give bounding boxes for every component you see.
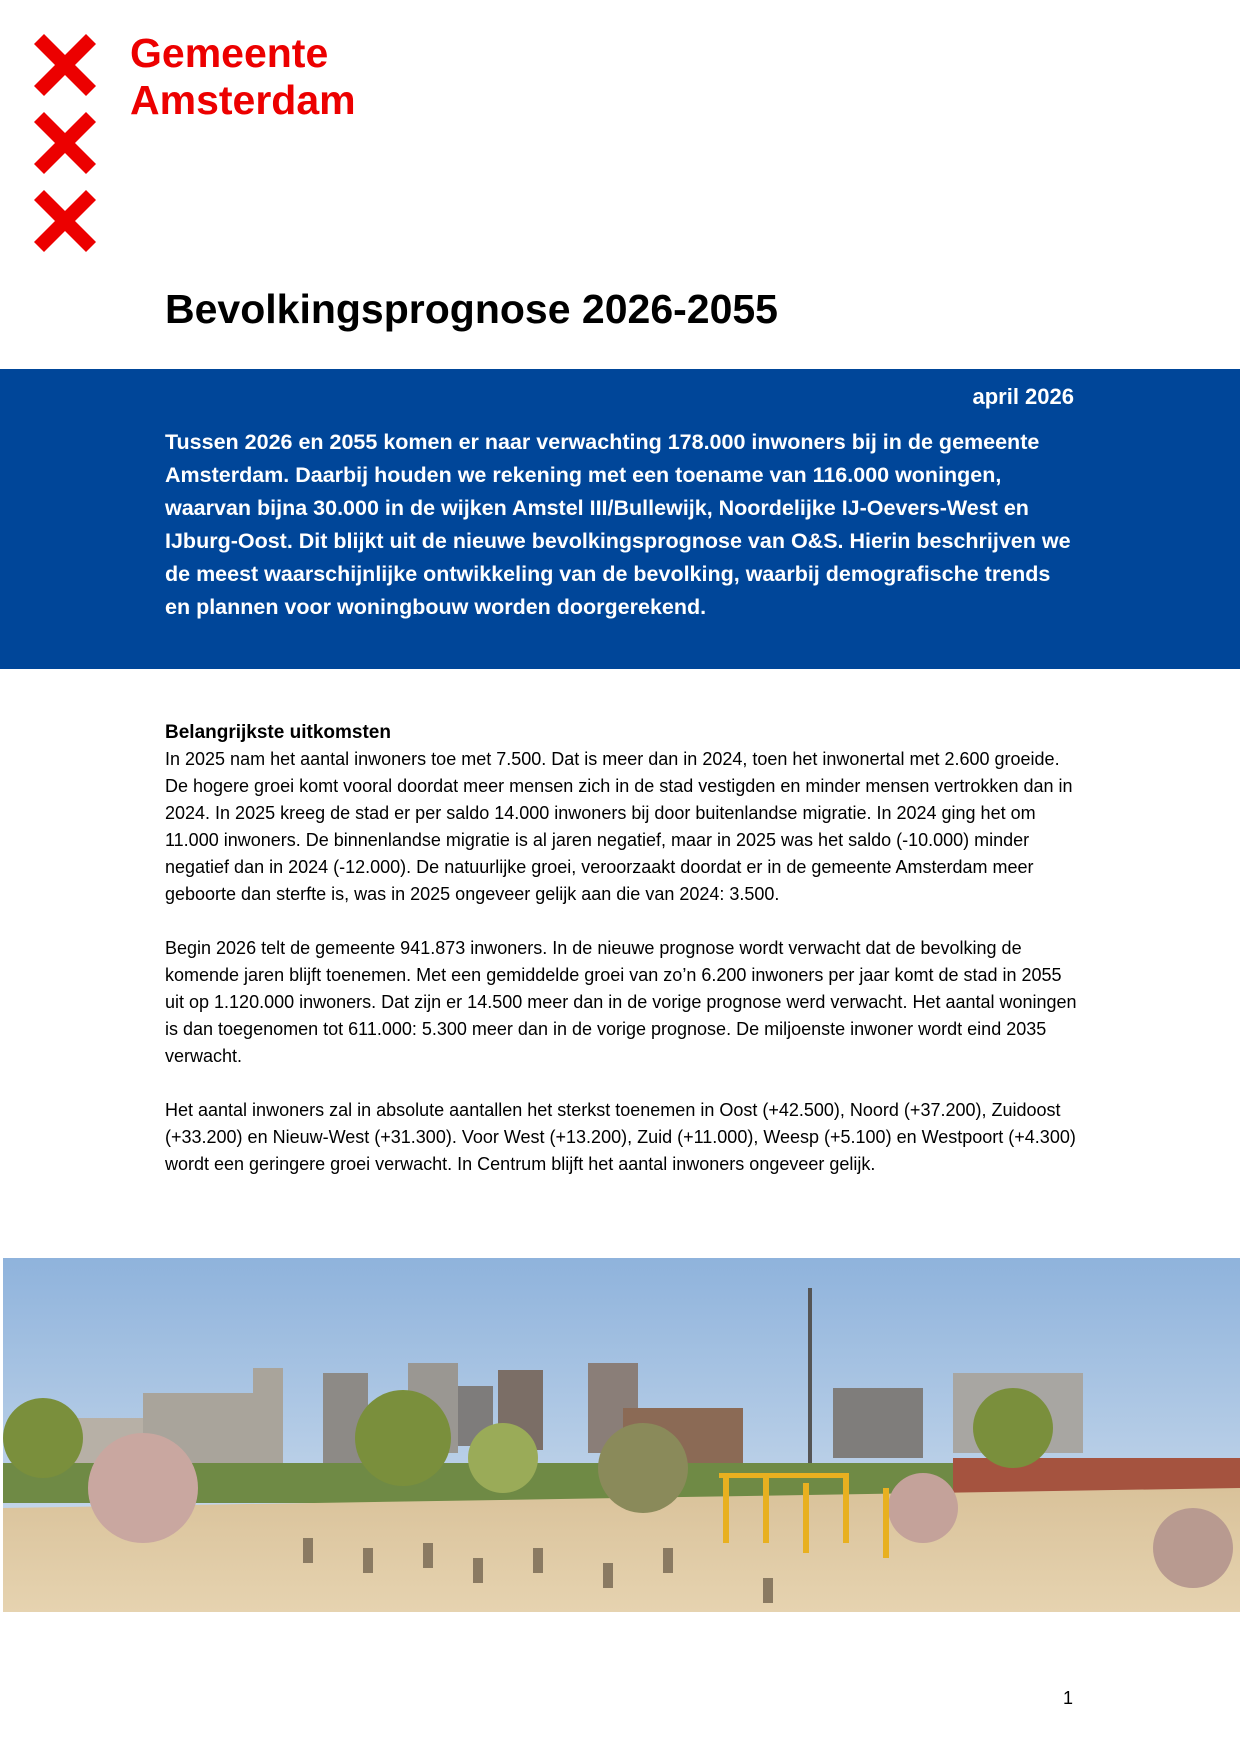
cross-icon [34, 112, 96, 174]
publication-date: april 2026 [972, 384, 1074, 409]
paragraph: In 2025 nam het aantal inwoners toe met 7.500. Dat is meer dan in 2024, toen het inwonertal met 2.600 groeide. De hogere groei komt vooral doordat meer mensen zich in de stad vestigden en minder mensen vertrokken dan in 2024. In 2025 kreeg de stad er per saldo 14.000 inwoners bij door buitenlandse migratie. In 2024 ging het om 11.000 inwoners. De binnenlandse migratie is al jaren negatief, maar in 2025 was het saldo (-10.000) minder negatief dan in 2024 (-12.000). De natuurlijke groei, veroorzaakt doordat er in de gemeente Amsterdam meer geboorte dan sterfte is, was in 2025 ongeveer gelijk aan die van 2024: 3.500. [165, 749, 1073, 904]
cross-icon [34, 34, 96, 96]
intro-band [0, 369, 1240, 669]
cross-icon [34, 190, 96, 252]
page-number: 1 [1063, 1688, 1074, 1708]
park-photo [3, 1258, 1240, 1612]
page-title: Bevolkingsprognose 2026-2055 [165, 286, 778, 332]
logo-line-1: Gemeente [130, 30, 329, 76]
logo-wordmark [130, 30, 356, 124]
section-heading: Belangrijkste uitkomsten [165, 722, 391, 743]
main-content [165, 719, 1085, 1205]
paragraph: Het aantal inwoners zal in absolute aantallen het sterkst toenemen in Oost (+42.500), Noord (+37.200), Zuidoost (+33.200) en Nieuw-West (+31.300). Voor West (+13.200), Zuid (+11.000), Weesp (+5.100) en Westpoort (+4.300) wordt een geringere groei verwacht. In Centrum blijft het aantal inwoners ongeveer gelijk. [165, 1100, 1076, 1174]
paragraph: Begin 2026 telt de gemeente 941.873 inwoners. In de nieuwe prognose wordt verwacht dat de bevolking de komende jaren blijft toenemen. Met een gemiddelde groei van zo’n 6.200 inwoners per jaar komt de stad in 2055 uit op 1.120.000 inwoners. Dat zijn er 14.500 meer dan in de vorige prognose werd verwacht. Het aantal woningen is dan toegenomen tot 611.000: 5.300 meer dan in de vorige prognose. De miljoenste inwoner wordt eind 2035 verwacht. [165, 938, 1077, 1066]
intro-summary: Tussen 2026 en 2055 komen er naar verwachting 178.000 inwoners bij in de gemeente Amsterdam. Daarbij houden we rekening met een toename van 116.000 woningen, waarvan bijna 30.000 in de wijken Amstel III/Bullewijk, Noordelijke IJ-Oevers-West en IJburg-Oost. Dit blijkt uit de nieuwe bevolkingsprognose van O&S. Hierin beschrijven we de meest waarschijnlijke ontwikkeling van de bevolking, waarbij demografische trends en plannen voor woningbouw worden doorgerekend. [165, 430, 1071, 619]
amsterdam-crosses-logo [34, 34, 98, 268]
logo-line-2: Amsterdam [130, 77, 356, 123]
